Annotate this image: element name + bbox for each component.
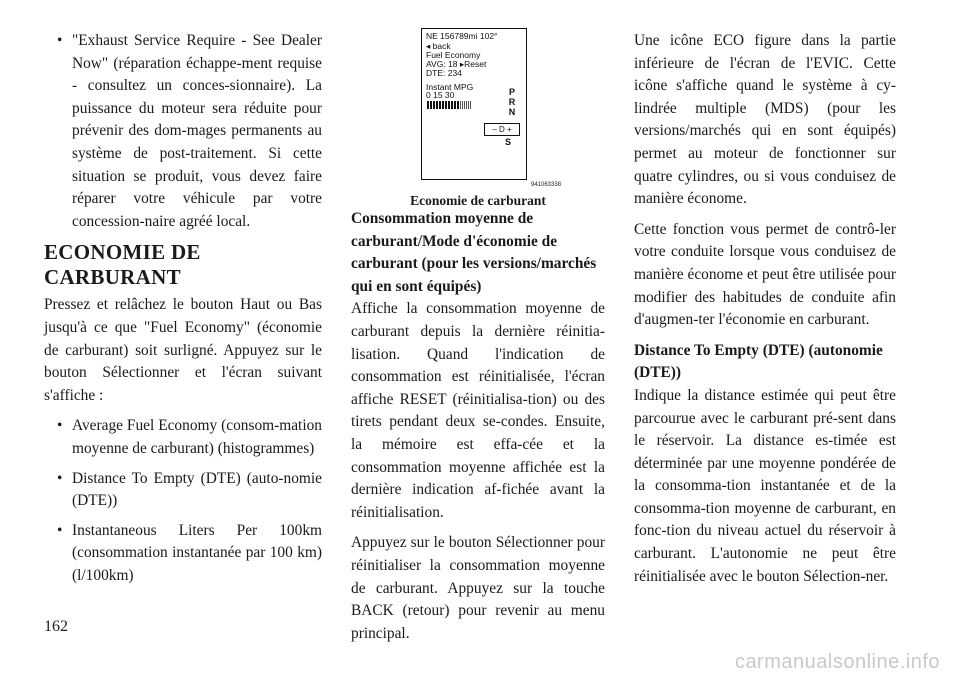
middle-column (351, 14, 605, 653)
bullet-dot: • (57, 32, 63, 49)
evic-display (421, 28, 527, 180)
page-number: 162 (44, 618, 68, 635)
paragraph: Appuyez sur le bouton Sélectionner pour réinitialiser la consommation moyenne de carburant. Appuyez sur la touche BACK (retour) pour revenir au menu principal. (351, 534, 605, 642)
bullet-dot: • (57, 469, 63, 487)
odometer-line: NE 156789mi 102° (426, 31, 498, 41)
back-label: ◂ back (426, 41, 451, 51)
gear-p: P (508, 87, 515, 97)
subheading-average-fuel: Consommation moyenne de carburant/Mode d'économie de carburant (pour les versions/marchés qui en sont équipés) (351, 210, 597, 295)
list-item-text: Average Fuel Economy (consom-mation moyenne de carburant) (histogrammes) (72, 417, 322, 457)
watermark: carmanualsonline.info (734, 651, 940, 673)
paragraph: Indique la distance estimée qui peut être parcourue avec le carburant pré-sent dans le réservoir. La distance es-timée est déterminée par une moyenne pondérée de la consomma-tion instantanée et de la consomma-tion moyenne de carburant, en fonc-tion du niveau actuel du réservoir à carburant. L'autonomie ne peut être réinitialisée avec le bouton Sélection-ner. (634, 386, 896, 585)
instant-mpg-label: Instant MPG (426, 82, 474, 92)
instant-mpg-bar (427, 101, 489, 109)
exhaust-service-text: "Exhaust Service Require - See Dealer Now" (réparation échappe-ment requise - consultez un conces-sionnaire). La puissance du moteur sera réduite pour prévenir des dom-mages permanents au système de post-traitement. Si cette situation se produit, vous devez faire réparer votre véhicule par votre concession-naire agréé local. (72, 32, 322, 230)
section-heading: ECONOMIE DE CARBURANT (44, 240, 201, 290)
display-title: Fuel Economy (426, 50, 481, 60)
avg-line: AVG: 18 ▸Reset (426, 59, 487, 69)
dte-line: DTE: 234 (426, 68, 462, 78)
paragraph: Affiche la consommation moyenne de carburant depuis la dernière réinitia-lisation. Quand l'indication de consommation est réinitialisée, l'écran affiche RESET (réinitialisa-tion) ou des tirets pendant deux se-condes. Ensuite, la mémoire est effa-cée et la consommation moyenne affichée est la dernière indication af-fichée avant la réinitialisation. (351, 300, 605, 521)
list-item-text: Instantaneous Liters Per 100km (consommation instantanée par 100 km) (l/100km) (72, 521, 322, 584)
figure-caption: Economie de carburant (410, 193, 546, 208)
exhaust-bullet-list (44, 30, 322, 233)
paragraph: Cette fonction vous permet de contrô-ler votre conduite lorsque vous conduisez de manière économe et peut être utilisée pour modifier des habitudes de conduite afin d'augmen-ter l'économie en carburant. (634, 220, 896, 329)
figure-code: 941063338 (531, 182, 562, 188)
bullet-dot: • (57, 521, 63, 539)
list-item (44, 520, 322, 588)
subheading-dte: Distance To Empty (DTE) (autonomie (DTE)) (634, 341, 883, 382)
list-item (44, 468, 322, 513)
paragraph: Une icône ECO figure dans la partie inférieure de l'écran de l'EVIC. Cette icône s'affiche quand le système à cy-lindrée multiple (MDS) (pour les versions/marchés qui en sont équipés) permet au moteur de fonctionner sur quatre cylindres, ou si vous conduisez de manière économe. (634, 32, 896, 208)
list-item (44, 415, 322, 460)
gear-r: R (508, 97, 516, 107)
intro-paragraph: Pressez et relâchez le bouton Haut ou Bas jusqu'à ce que "Fuel Economy" (économie de carburant) soit surligné. Appuyez sur le bouton Sélectionner et l'écran suivant s'affiche : (44, 296, 322, 404)
gear-s: S (505, 137, 512, 147)
gear-d: – D + (484, 123, 520, 136)
exhaust-service-bullet (44, 30, 322, 233)
evic-figure (351, 14, 605, 208)
right-column (634, 30, 896, 596)
bullet-dot: • (57, 417, 63, 435)
fuel-economy-screen-items (44, 415, 322, 587)
list-item-text: Distance To Empty (DTE) (auto-nomie (DTE)) (72, 469, 322, 510)
gear-n: N (508, 107, 516, 117)
left-column (44, 30, 322, 594)
gear-indicator (506, 87, 518, 117)
mpg-scale: 0 15 30 (426, 90, 455, 100)
